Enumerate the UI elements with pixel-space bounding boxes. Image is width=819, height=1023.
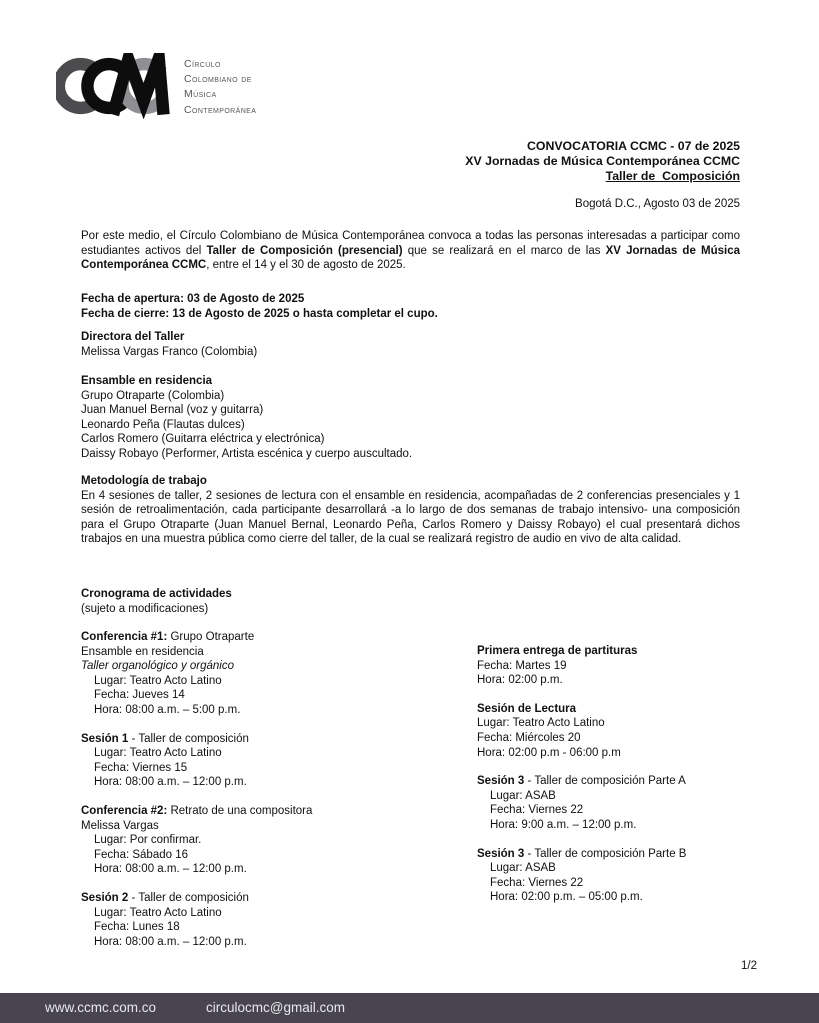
schedule-event-line [477, 731, 740, 746]
schedule-event-line [477, 861, 740, 876]
text-run: Hora: 08:00 a.m. – 12:00 p.m. [94, 863, 247, 876]
text-run: Fecha: Miércoles 20 [477, 731, 581, 744]
footer-website: www.ccmc.com.co [45, 999, 157, 1015]
text-run: Fecha: Viernes 15 [94, 761, 188, 774]
text-line: Daissy Robayo (Performer, Artista escénica y cuerpo auscultado. [81, 447, 413, 460]
schedule-event [81, 891, 477, 949]
text-line: Grupo Otraparte (Colombia) [81, 389, 225, 402]
fecha-cierre: Fecha de cierre: 13 de Agosto de 2025 o hasta completar el cupo. [81, 307, 438, 320]
text-run: Fecha: Martes 19 [477, 659, 567, 672]
fecha-apertura: Fecha de apertura: 03 de Agosto de 2025 [81, 293, 305, 305]
schedule-event [477, 702, 740, 760]
cronograma-note: (sujeto a modificaciones) [81, 602, 209, 615]
text-run: Fecha: Viernes 22 [490, 876, 584, 889]
schedule-event-line [477, 746, 740, 761]
text-run: Lugar: Teatro Acto Latino [94, 747, 222, 760]
schedule-event-line [81, 920, 477, 935]
cronograma-left-column [81, 630, 477, 963]
text-run: Hora: 08:00 a.m. – 12:00 p.m. [94, 935, 247, 948]
schedule-event [81, 630, 477, 718]
text-run: Sesión 3 [477, 775, 525, 788]
cronograma-right-column [477, 630, 740, 963]
text-line: Carlos Romero (Guitarra eléctrica y electrónica) [81, 433, 325, 446]
text-run: Conferencia #2: [81, 804, 168, 817]
text-run: Fecha: Lunes 18 [94, 921, 180, 934]
schedule-event-line [81, 891, 477, 906]
text-run: Lugar: Teatro Acto Latino [477, 717, 605, 730]
text-run: Sesión 2 [81, 891, 129, 904]
text-run: Lugar: Teatro Acto Latino [94, 906, 222, 919]
schedule-event-line [81, 862, 477, 877]
schedule-event-line [81, 819, 477, 834]
directora-heading: Directora del Taller [81, 331, 185, 343]
schedule-event [81, 732, 477, 790]
schedule-event-line [477, 774, 740, 789]
schedule-event [477, 644, 740, 688]
header-convocatoria-title: CONVOCATORIA CCMC - 07 de 2025 [527, 139, 740, 153]
text-run: Hora: 08:00 a.m. – 12:00 p.m. [94, 776, 247, 789]
text-run: Lugar: ASAB [490, 862, 556, 875]
schedule-event-line [81, 935, 477, 950]
text-run: Grupo Otraparte [167, 631, 255, 643]
intro-paragraph [81, 229, 740, 273]
schedule-event-line [81, 804, 477, 819]
text-run: Taller organológico y orgánico [81, 660, 235, 673]
text-run: - Taller de composición Parte B [524, 847, 687, 860]
footer-bar [0, 993, 819, 1023]
text-run: Ensamble en residencia [81, 645, 204, 658]
ensamble-members [81, 389, 740, 462]
footer-email: circulocmc@gmail.com [206, 999, 345, 1015]
schedule-event-line [81, 761, 477, 776]
text-run: Hora: 02:00 p.m - 06:00 p.m [477, 746, 621, 759]
schedule-event-line [81, 906, 477, 921]
text-run: Fecha: Viernes 22 [490, 804, 584, 817]
schedule-event-line [81, 775, 477, 790]
text-line: Leonardo Peña (Flautas dulces) [81, 418, 245, 431]
schedule-event-line [81, 688, 477, 703]
text-run: Primera entrega de partituras [477, 645, 638, 657]
text-run: Hora: 9:00 a.m. – 12:00 p.m. [490, 818, 637, 831]
page-number: 1/2 [741, 960, 757, 972]
schedule-event-line [477, 847, 740, 862]
text-line: Juan Manuel Bernal (voz y guitarra) [81, 404, 264, 417]
metodologia-heading: Metodología de trabajo [81, 475, 207, 487]
text-run: Hora: 02:00 p.m. – 05:00 p.m. [490, 891, 643, 904]
schedule-event-line [477, 644, 740, 659]
section-metodologia [81, 474, 740, 547]
text-run: Fecha: Jueves 14 [94, 689, 185, 702]
schedule-event-line [477, 876, 740, 891]
schedule-event-line [81, 645, 477, 660]
text-run: Sesión 3 [477, 847, 525, 860]
text-run: Retrato de una compositora [167, 804, 313, 817]
dates-block [81, 292, 740, 321]
text-run: Hora: 02:00 p.m. [477, 674, 563, 687]
schedule-event-line [477, 803, 740, 818]
text-run: Conferencia #1: [81, 631, 168, 643]
cronograma-columns [81, 630, 740, 963]
ccmc-logo-icon [56, 53, 174, 119]
document-date-line: Bogotá D.C., Agosto 03 de 2025 [575, 198, 740, 210]
schedule-event-line [477, 716, 740, 731]
text-line: Música [184, 88, 217, 101]
section-directora [81, 330, 740, 359]
text-run: Sesión 1 [81, 732, 129, 745]
document-header [81, 139, 740, 184]
schedule-event-line [81, 630, 477, 645]
ccmc-logo-wordmark [184, 57, 256, 118]
text-line: Colombiano de [184, 73, 252, 86]
ensamble-heading: Ensamble en residencia [81, 375, 213, 387]
schedule-event-line [477, 659, 740, 674]
schedule-event [477, 847, 740, 905]
schedule-event-line [81, 732, 477, 747]
schedule-event-line [477, 818, 740, 833]
text-run: que se realizará en el marco de las [402, 244, 606, 257]
header-jornadas-subtitle: XV Jornadas de Música Contemporánea CCMC [465, 154, 740, 168]
text-run: Fecha: Sábado 16 [94, 848, 188, 861]
metodologia-body: En 4 sesiones de taller, 2 sesiones de lectura con el ensamble en residencia, acompañadas de 2 conferencias presenciales y 1 sesión de retroalimentación, cada participante desarrollará -a lo largo de dos semanas de trabajo intensivo- una composición para el Grupo Otraparte (Juan Manuel Bernal, Leonardo Peña, Carlos Romero y Daissy Robayo) el cual presentará dichos trabajos en una muestra pública como cierre del taller, de la cual se realizará registro de audio en vivo de alta calidad. [81, 489, 740, 546]
schedule-event-line [477, 673, 740, 688]
schedule-event-line [81, 659, 477, 674]
section-ensamble [81, 374, 740, 462]
schedule-event [81, 804, 477, 877]
schedule-event-line [81, 848, 477, 863]
schedule-event-line [477, 789, 740, 804]
schedule-event-line [81, 703, 477, 718]
text-run: - Taller de composición [128, 891, 249, 904]
text-run: Hora: 08:00 a.m. – 5:00 p.m. [94, 703, 241, 716]
text-run: Melissa Vargas [81, 819, 159, 832]
schedule-event-line [477, 702, 740, 717]
text-run: Taller de Composición (presencial) [206, 244, 403, 257]
schedule-event-line [81, 746, 477, 761]
directora-name: Melissa Vargas Franco (Colombia) [81, 345, 258, 358]
schedule-event-line [81, 674, 477, 689]
text-run: Sesión de Lectura [477, 702, 577, 715]
header-workshop-title: Taller de Composición [605, 169, 740, 183]
text-run: , entre el 14 y el 30 de agosto de 2025. [206, 259, 406, 272]
text-run: Lugar: ASAB [490, 789, 556, 802]
text-line: Círculo [184, 58, 221, 70]
schedule-event [477, 774, 740, 832]
text-run: - Taller de composición [128, 732, 249, 745]
text-run: XV Jornadas de Música Contemporánea CCMC [81, 244, 740, 272]
schedule-event-line [477, 890, 740, 905]
text-run: - Taller de composición Parte A [524, 775, 686, 788]
section-cronograma-heading [81, 587, 740, 616]
text-line: Contemporánea [184, 103, 257, 116]
text-run: Lugar: Teatro Acto Latino [94, 674, 222, 687]
text-run: Por este medio, el Círculo Colombiano de Música Contemporánea convoca a todas las personas interesadas a participar como estudiantes activos del [81, 230, 740, 257]
cronograma-heading: Cronograma de actividades [81, 588, 232, 600]
schedule-event-line [81, 833, 477, 848]
text-run: Lugar: Por confirmar. [94, 834, 202, 847]
